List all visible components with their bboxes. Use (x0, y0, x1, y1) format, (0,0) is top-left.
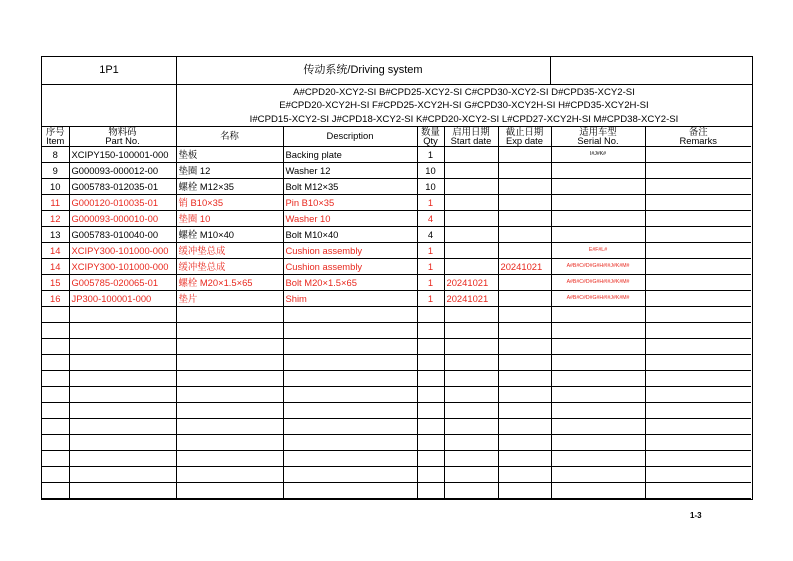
col-serial-no: 适用车型 Serial No. (551, 126, 645, 147)
cell-exp (498, 211, 551, 227)
empty-row (42, 419, 751, 435)
table-row (42, 227, 751, 243)
cell-desc: Washer 12 (283, 163, 417, 179)
cell-start (444, 227, 498, 243)
cell-serial (551, 163, 645, 179)
cell-item: 11 (42, 195, 69, 211)
cell-item: 16 (42, 291, 69, 307)
cell-qty: 1 (417, 291, 444, 307)
empty-cell (42, 339, 69, 355)
col-part-no: 物料码 Part No. (69, 126, 176, 147)
cell-start (444, 211, 498, 227)
empty-cell (417, 371, 444, 387)
cell-item: 14 (42, 243, 69, 259)
cell-serial (551, 179, 645, 195)
cell-serial: E#F#L# (551, 243, 645, 259)
cell-serial: A#B#C#D#G#H#I#J#K#M# (551, 275, 645, 291)
cell-serial (551, 211, 645, 227)
cell-exp (498, 275, 551, 291)
empty-cell (69, 355, 176, 371)
empty-cell (283, 483, 417, 499)
empty-cell (551, 355, 645, 371)
empty-cell (551, 435, 645, 451)
empty-cell (444, 483, 498, 499)
empty-cell (176, 467, 283, 483)
page-number: 1-3 (690, 511, 702, 520)
cell-start: 20241021 (444, 291, 498, 307)
empty-cell (444, 435, 498, 451)
cell-exp: 20241021 (498, 259, 551, 275)
empty-cell (417, 419, 444, 435)
empty-cell (283, 387, 417, 403)
empty-cell (551, 483, 645, 499)
empty-cell (417, 403, 444, 419)
cell-remarks (645, 227, 751, 243)
cell-item: 8 (42, 147, 69, 163)
cell-part: G005783-012035-01 (69, 179, 176, 195)
empty-cell (444, 323, 498, 339)
empty-cell (283, 467, 417, 483)
cell-start: 20241021 (444, 275, 498, 291)
empty-cell (176, 339, 283, 355)
cell-exp (498, 227, 551, 243)
table-row (42, 243, 751, 259)
cell-part: G000093-000010-00 (69, 211, 176, 227)
empty-row (42, 483, 751, 499)
empty-cell (444, 387, 498, 403)
cell-item: 12 (42, 211, 69, 227)
empty-cell (69, 483, 176, 499)
cell-qty: 10 (417, 163, 444, 179)
empty-row (42, 451, 751, 467)
col-item: 序号 Item (42, 126, 69, 147)
cell-desc: Bolt M20×1.5×65 (283, 275, 417, 291)
empty-cell (283, 307, 417, 323)
cell-name: 垫板 (176, 147, 283, 163)
empty-cell (645, 403, 751, 419)
empty-cell (176, 307, 283, 323)
cell-desc: Bolt M12×35 (283, 179, 417, 195)
empty-cell (283, 323, 417, 339)
empty-cell (498, 355, 551, 371)
table-row (42, 291, 751, 307)
empty-cell (283, 339, 417, 355)
empty-cell (498, 323, 551, 339)
empty-cell (417, 355, 444, 371)
cell-remarks (645, 291, 751, 307)
cell-name: 螺栓 M10×40 (176, 227, 283, 243)
cell-part: G005783-010040-00 (69, 227, 176, 243)
cell-name: 缓冲垫总成 (176, 243, 283, 259)
empty-cell (283, 435, 417, 451)
empty-cell (551, 307, 645, 323)
empty-cell (444, 371, 498, 387)
cell-remarks (645, 259, 751, 275)
cell-serial (551, 227, 645, 243)
empty-cell (498, 483, 551, 499)
empty-cell (551, 371, 645, 387)
parts-table (42, 126, 751, 499)
cell-serial: I#J#K# (551, 147, 645, 163)
empty-cell (176, 387, 283, 403)
table-row (42, 195, 751, 211)
empty-cell (498, 307, 551, 323)
cell-qty: 1 (417, 275, 444, 291)
cell-qty: 1 (417, 243, 444, 259)
empty-cell (551, 323, 645, 339)
cell-start (444, 243, 498, 259)
empty-row (42, 323, 751, 339)
table-row (42, 179, 751, 195)
cell-qty: 10 (417, 179, 444, 195)
empty-cell (498, 403, 551, 419)
cell-item: 10 (42, 179, 69, 195)
cell-name: 垫片 (176, 291, 283, 307)
empty-cell (283, 371, 417, 387)
cell-remarks (645, 275, 751, 291)
empty-row (42, 467, 751, 483)
empty-cell (42, 387, 69, 403)
cell-remarks (645, 243, 751, 259)
empty-cell (498, 387, 551, 403)
empty-cell (417, 483, 444, 499)
model-legend (42, 84, 752, 127)
empty-cell (498, 435, 551, 451)
empty-cell (69, 451, 176, 467)
empty-cell (69, 323, 176, 339)
model-list (176, 86, 752, 126)
empty-cell (417, 323, 444, 339)
cell-remarks (645, 179, 751, 195)
table-row (42, 275, 751, 291)
empty-cell (645, 371, 751, 387)
cell-start (444, 163, 498, 179)
empty-cell (42, 435, 69, 451)
col-qty: 数量 Qty (417, 126, 444, 147)
empty-cell (69, 419, 176, 435)
page-title: 传动系统/Driving system (176, 57, 551, 84)
legend-blank-cell (42, 84, 177, 126)
cell-qty: 1 (417, 147, 444, 163)
empty-cell (176, 419, 283, 435)
cell-serial: A#B#C#D#G#H#I#J#K#M# (551, 259, 645, 275)
cell-item: 13 (42, 227, 69, 243)
table-row (42, 259, 751, 275)
empty-cell (417, 339, 444, 355)
cell-item: 15 (42, 275, 69, 291)
empty-cell (444, 355, 498, 371)
cell-name: 螺栓 M12×35 (176, 179, 283, 195)
empty-cell (498, 467, 551, 483)
empty-cell (551, 419, 645, 435)
empty-cell (176, 323, 283, 339)
empty-cell (42, 467, 69, 483)
empty-row (42, 403, 751, 419)
empty-cell (444, 451, 498, 467)
empty-cell (444, 403, 498, 419)
cell-start (444, 179, 498, 195)
empty-cell (42, 371, 69, 387)
empty-cell (42, 483, 69, 499)
empty-cell (417, 307, 444, 323)
cell-part: G000120-010035-01 (69, 195, 176, 211)
cell-part: G000093-000012-00 (69, 163, 176, 179)
table-header-row (42, 126, 751, 147)
cell-qty: 1 (417, 195, 444, 211)
empty-row (42, 387, 751, 403)
cell-exp (498, 163, 551, 179)
empty-cell (498, 339, 551, 355)
cell-start (444, 147, 498, 163)
cell-remarks (645, 211, 751, 227)
empty-row (42, 339, 751, 355)
empty-cell (645, 419, 751, 435)
empty-cell (283, 403, 417, 419)
empty-cell (42, 451, 69, 467)
empty-cell (176, 403, 283, 419)
cell-qty: 4 (417, 227, 444, 243)
cell-name: 垫圈 10 (176, 211, 283, 227)
cell-part: JP300-100001-000 (69, 291, 176, 307)
cell-name: 销 B10×35 (176, 195, 283, 211)
empty-cell (42, 355, 69, 371)
cell-name: 螺栓 M20×1.5×65 (176, 275, 283, 291)
empty-cell (283, 419, 417, 435)
empty-cell (176, 355, 283, 371)
empty-cell (176, 451, 283, 467)
empty-cell (498, 371, 551, 387)
cell-remarks (645, 195, 751, 211)
cell-start (444, 259, 498, 275)
empty-row (42, 371, 751, 387)
empty-cell (498, 451, 551, 467)
cell-qty: 1 (417, 259, 444, 275)
empty-cell (444, 307, 498, 323)
empty-cell (69, 339, 176, 355)
empty-row (42, 435, 751, 451)
cell-name: 垫圈 12 (176, 163, 283, 179)
model-line: A#CPD20-XCY2-SI B#CPD25-XCY2-SI C#CPD30-XCY2-SI D#CPD35-XCY2-SI (293, 87, 635, 98)
cell-part: G005785-020065-01 (69, 275, 176, 291)
empty-cell (645, 483, 751, 499)
cell-desc: Cushion assembly (283, 259, 417, 275)
empty-cell (69, 387, 176, 403)
cell-exp (498, 243, 551, 259)
empty-cell (42, 323, 69, 339)
empty-cell (42, 419, 69, 435)
empty-cell (176, 435, 283, 451)
col-remarks: 备注 Remarks (645, 126, 751, 147)
empty-cell (498, 419, 551, 435)
empty-row (42, 307, 751, 323)
empty-cell (551, 387, 645, 403)
empty-cell (283, 451, 417, 467)
cell-serial (551, 195, 645, 211)
title-bar (42, 57, 752, 85)
table-row (42, 147, 751, 163)
table-row (42, 163, 751, 179)
group-code: 1P1 (42, 57, 177, 84)
empty-cell (417, 451, 444, 467)
model-line: E#CPD20-XCY2H-SI F#CPD25-XCY2H-SI G#CPD30-XCY2H-SI H#CPD35-XCY2H-SI (279, 100, 649, 112)
empty-cell (645, 435, 751, 451)
empty-cell (645, 387, 751, 403)
empty-cell (176, 371, 283, 387)
empty-cell (444, 339, 498, 355)
empty-cell (645, 307, 751, 323)
empty-cell (69, 371, 176, 387)
empty-cell (645, 451, 751, 467)
cell-name: 缓冲垫总成 (176, 259, 283, 275)
cell-start (444, 195, 498, 211)
cell-desc: Bolt M10×40 (283, 227, 417, 243)
col-name: 名称 (176, 126, 283, 147)
empty-cell (176, 483, 283, 499)
empty-cell (551, 339, 645, 355)
cell-remarks (645, 147, 751, 163)
cell-desc: Pin B10×35 (283, 195, 417, 211)
cell-exp (498, 291, 551, 307)
col-start-date: 启用日期 Start date (444, 126, 498, 147)
cell-item: 14 (42, 259, 69, 275)
col-description: Description (283, 126, 417, 147)
empty-cell (69, 435, 176, 451)
model-line: I#CPD15-XCY2-SI J#CPD18-XCY2-SI K#CPD20-XCY2-SI L#CPD27-XCY2H-SI M#CPD38-XCY2-SI (249, 113, 679, 125)
empty-cell (283, 355, 417, 371)
cell-exp (498, 179, 551, 195)
empty-cell (551, 467, 645, 483)
cell-part: XCIPY150-100001-000 (69, 147, 176, 163)
empty-cell (417, 467, 444, 483)
cell-desc: Cushion assembly (283, 243, 417, 259)
empty-cell (551, 451, 645, 467)
empty-cell (42, 307, 69, 323)
empty-cell (417, 387, 444, 403)
cell-part: XCIPY300-101000-000 (69, 259, 176, 275)
cell-exp (498, 147, 551, 163)
cell-serial: A#B#C#D#G#H#I#J#K#M# (551, 291, 645, 307)
table-row (42, 211, 751, 227)
cell-part: XCIPY300-101000-000 (69, 243, 176, 259)
cell-exp (498, 195, 551, 211)
empty-cell (645, 339, 751, 355)
empty-cell (417, 435, 444, 451)
cell-desc: Backing plate (283, 147, 417, 163)
empty-cell (69, 467, 176, 483)
empty-cell (69, 403, 176, 419)
parts-sheet (41, 56, 753, 500)
empty-cell (645, 323, 751, 339)
empty-cell (69, 307, 176, 323)
empty-cell (444, 419, 498, 435)
col-exp-date: 截止日期 Exp date (498, 126, 551, 147)
cell-item: 9 (42, 163, 69, 179)
empty-cell (645, 355, 751, 371)
empty-cell (444, 467, 498, 483)
empty-cell (42, 403, 69, 419)
cell-desc: Shim (283, 291, 417, 307)
empty-cell (551, 403, 645, 419)
cell-qty: 4 (417, 211, 444, 227)
empty-row (42, 355, 751, 371)
cell-desc: Washer 10 (283, 211, 417, 227)
cell-remarks (645, 163, 751, 179)
empty-cell (645, 467, 751, 483)
